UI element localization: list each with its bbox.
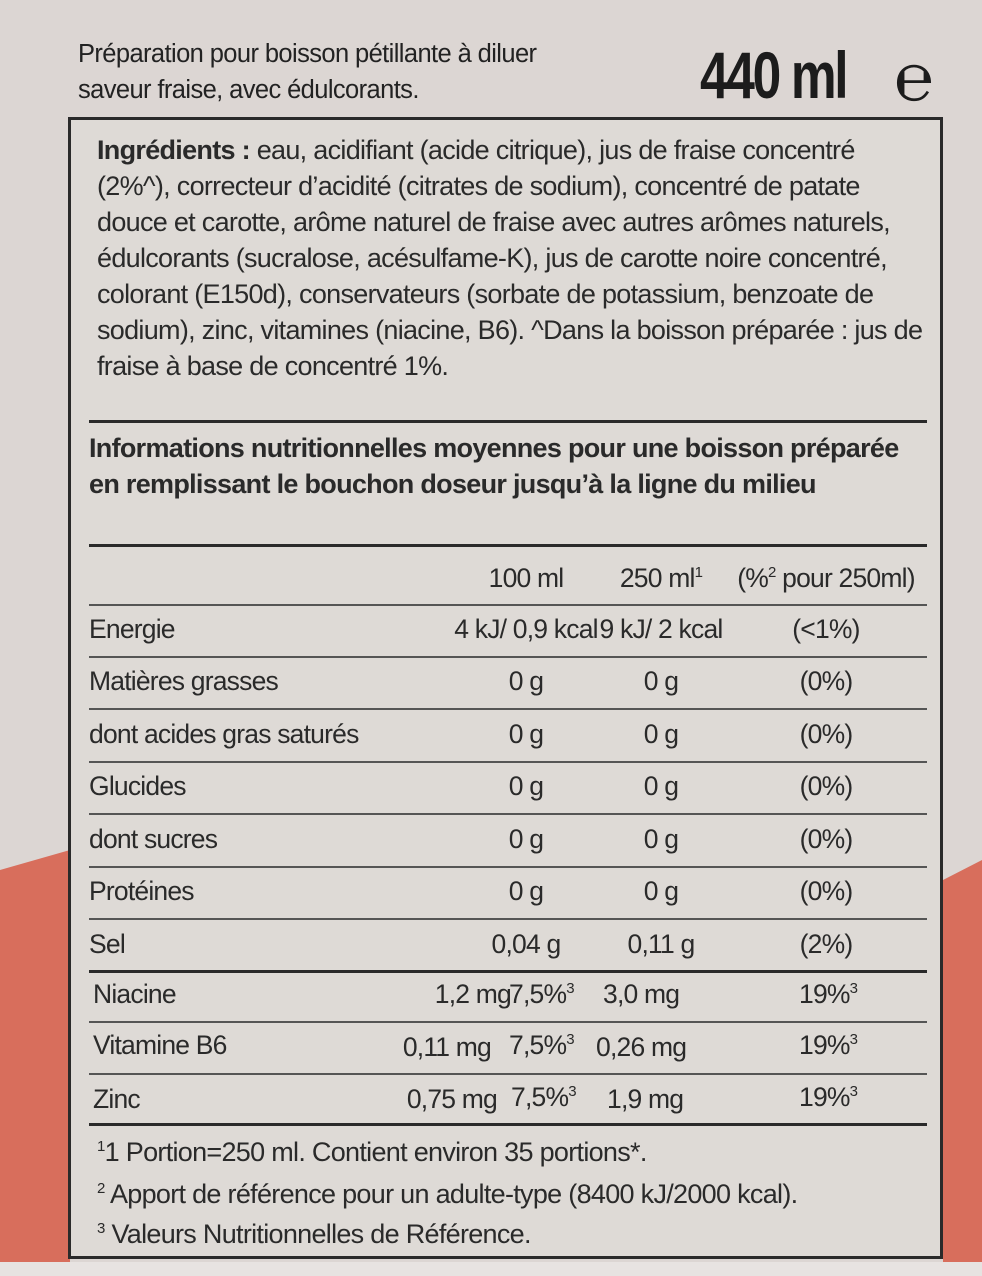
nutrient-value-100ml: 0 g <box>508 719 544 749</box>
nutrient-value-250ml: 0 g <box>643 719 679 749</box>
divider <box>89 1123 927 1126</box>
vitamin-value-100ml: 1,2 mg <box>434 979 511 1009</box>
divider <box>89 970 927 973</box>
footnote-2 <box>97 1176 797 1212</box>
net-volume: 440 ml <box>700 38 847 112</box>
ingredients-text <box>97 132 927 384</box>
nutrient-percent: (2%) <box>799 929 853 959</box>
nutrition-title: Informations nutritionnelles moyennes pour une boisson préparée en remplissant le bouchon doseur jusqu’à la ligne du milieu <box>89 433 899 499</box>
column-header-100ml: 100 ml <box>488 563 564 593</box>
column-header-250ml-label: 250 ml <box>619 563 695 593</box>
footnote-1 <box>97 1134 647 1170</box>
footnote-text: 1 Portion=250 ml. Contient environ 35 portions*. <box>104 1137 647 1167</box>
vitamin-ref-value: 7,5% <box>509 979 567 1009</box>
nutrient-value-250ml: 0 g <box>643 666 679 696</box>
row-divider <box>89 656 927 658</box>
nutrient-percent: (<1%) <box>792 614 860 644</box>
nutrient-percent: (0%) <box>799 771 853 801</box>
footnote-ref: 3 <box>566 1031 574 1049</box>
nutrient-name: Matières grasses <box>89 666 278 696</box>
vitamin-ref-value: 7,5% <box>509 1030 567 1060</box>
nutrient-name: Protéines <box>89 876 194 906</box>
footnote-3 <box>97 1216 531 1252</box>
vitamin-ref-percent <box>509 1027 574 1063</box>
row-divider <box>89 761 927 763</box>
column-header-percent <box>726 560 926 596</box>
row-divider <box>89 708 927 710</box>
nutrient-value-100ml: 0 g <box>508 771 544 801</box>
ingredients-label: Ingrédients : <box>97 135 250 165</box>
vitamin-ref-percent <box>509 976 574 1012</box>
vitamin-percent-value: 19% <box>799 1082 850 1112</box>
vitamin-value-100ml: 0,75 mg <box>406 1084 497 1114</box>
nutrient-value-100ml: 0 g <box>508 824 544 854</box>
divider <box>89 544 927 547</box>
nutrient-name: dont sucres <box>89 824 218 854</box>
nutrient-name: dont acides gras saturés <box>89 719 359 749</box>
nutrient-percent: (0%) <box>799 876 853 906</box>
vitamin-name: Niacine <box>93 979 176 1009</box>
vitamin-value-100ml: 0,11 mg <box>402 1032 491 1062</box>
nutrient-percent: (0%) <box>799 666 853 696</box>
footnote-ref: 2 <box>768 564 776 582</box>
row-divider <box>89 918 927 920</box>
nutrient-value-100ml: 0 g <box>508 666 544 696</box>
nutrient-value-250ml: 0 g <box>643 824 679 854</box>
nutrient-value-250ml: 9 kJ/ 2 kcal <box>599 614 723 644</box>
row-divider <box>89 813 927 815</box>
nutrient-value-100ml: 0,04 g <box>491 929 561 959</box>
footnote-marker: 2 <box>97 1180 105 1197</box>
footnote-ref: 3 <box>849 980 858 998</box>
footnote-text: Valeurs Nutritionnelles de Référence. <box>104 1219 531 1249</box>
vitamin-ref-value: 7,5% <box>511 1082 569 1112</box>
vitamin-percent <box>799 1079 857 1115</box>
nutrient-value-100ml: 0 g <box>508 876 544 906</box>
vitamin-value-250ml: 0,26 mg <box>596 1032 687 1062</box>
nutrient-name: Energie <box>89 614 175 644</box>
nutrient-value-250ml: 0 g <box>643 876 679 906</box>
nutrient-percent: (0%) <box>799 719 853 749</box>
description-line-2: saveur fraise, avec édulcorants. <box>78 76 419 104</box>
vitamin-percent <box>799 1027 857 1063</box>
estimated-sign-icon: ℮ <box>894 42 934 115</box>
column-header-percent-post: pour 250ml) <box>775 563 915 593</box>
divider <box>89 420 927 423</box>
nutrient-value-250ml: 0 g <box>643 771 679 801</box>
vitamin-percent <box>799 976 857 1012</box>
description-line-1: Préparation pour boisson pétillante à diluer <box>78 40 537 68</box>
product-description <box>78 36 678 108</box>
nutrient-value-250ml: 0,11 g <box>627 929 695 959</box>
nutrient-name: Sel <box>89 929 125 959</box>
nutrient-value-100ml: 4 kJ/ 0,9 kcal <box>454 614 598 644</box>
vitamin-value-250ml: 1,9 mg <box>607 1084 684 1114</box>
footnote-ref: 3 <box>568 1083 576 1101</box>
nutrient-percent: (0%) <box>799 824 853 854</box>
row-divider <box>89 604 927 606</box>
vitamin-name: Vitamine B6 <box>93 1030 227 1060</box>
footnote-text: Apport de référence pour un adulte-type (8400 kJ/2000 kcal). <box>104 1179 798 1209</box>
footnote-marker: 1 <box>97 1138 105 1155</box>
nutrient-name: Glucides <box>89 771 186 801</box>
vitamin-ref-percent <box>511 1079 576 1115</box>
footnote-ref: 1 <box>694 564 703 582</box>
ingredients-list: eau, acidifiant (acide citrique), jus de fraise concentré (2%^), correcteur d’acidité (citrates de sodium), concentré de patate douce et carotte, arôme naturel de fraise avec autres arômes naturels, édulcorants (sucralose, acésulfame-K), jus de carotte noire concentré, colorant (E150d), conservateurs (sorbate de potassium, benzoate de sodium), zinc, vitamines (niacine, B6). ^Dans la boisson préparée : jus de fraise à base de concentré 1%. <box>97 135 923 381</box>
footnote-ref: 3 <box>566 980 574 998</box>
vitamin-name: Zinc <box>93 1084 140 1114</box>
footnote-ref: 3 <box>849 1083 858 1101</box>
vitamin-value-250ml: 3,0 mg <box>603 979 680 1009</box>
footnote-ref: 3 <box>849 1031 858 1049</box>
row-divider <box>89 1073 927 1075</box>
vitamin-percent-value: 19% <box>799 979 850 1009</box>
row-divider <box>89 1021 927 1023</box>
vitamin-percent-value: 19% <box>799 1030 850 1060</box>
row-divider <box>89 866 927 868</box>
footnote-marker: 3 <box>97 1220 105 1237</box>
column-header-percent-pre: (% <box>737 563 769 593</box>
nutrition-panel <box>68 117 943 1259</box>
